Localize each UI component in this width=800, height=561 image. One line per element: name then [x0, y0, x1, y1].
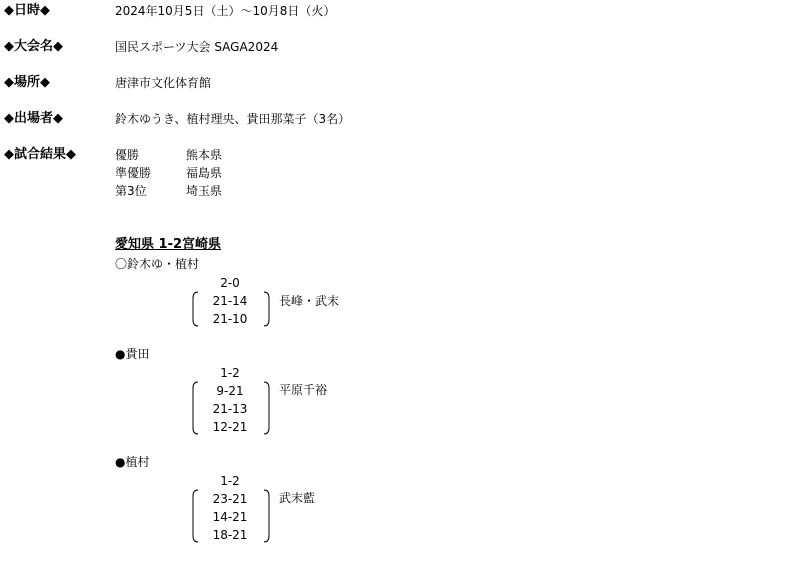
- game-2-total: 1-2: [220, 366, 240, 380]
- game-1-set-1: 21-14: [212, 294, 248, 308]
- game-2-set-2: 21-13: [212, 402, 248, 416]
- game-3-bracket: [190, 488, 274, 546]
- game-3-set-3: 18-21: [212, 528, 248, 542]
- venue-label: ◆場所◆: [4, 75, 50, 90]
- results-label: ◆試合結果◆: [4, 147, 76, 162]
- result-team-2: 福島県: [186, 166, 223, 180]
- result-team-3: 埼玉県: [186, 184, 223, 198]
- game-1-bracket: [190, 290, 274, 330]
- result-rank-2: 準優勝: [115, 166, 152, 180]
- game-2-set-1: 9-21: [216, 384, 244, 398]
- game-1-total: 2-0: [220, 276, 240, 290]
- game-3-total: 1-2: [220, 474, 240, 488]
- venue-value: 唐津市文化体育館: [115, 76, 212, 90]
- match-title: 愛知県 1-2宮崎県: [115, 237, 222, 252]
- game-2-player: ●貴田: [115, 347, 150, 361]
- participants-label: ◆出場者◆: [4, 111, 63, 126]
- result-team-1: 熊本県: [186, 148, 223, 162]
- game-1-set-2: 21-10: [212, 312, 248, 326]
- date-label: ◆日時◆: [4, 3, 50, 18]
- participants-value: 鈴木ゆうき、植村理央、貴田那菜子（3名）: [115, 112, 351, 126]
- event-name-label: ◆大会名◆: [4, 39, 63, 54]
- game-1-player: 〇鈴木ゆ・植村: [115, 257, 200, 271]
- game-2-bracket: [190, 380, 274, 438]
- result-rank-1: 優勝: [115, 148, 140, 162]
- date-value: 2024年10月5日（土）～10月8日（火）: [115, 4, 336, 18]
- game-3-set-2: 14-21: [212, 510, 248, 524]
- event-name-value: 国民スポーツ大会 SAGA2024: [115, 40, 279, 54]
- game-3-opponent: 武末藍: [279, 491, 316, 505]
- game-3-player: ●植村: [115, 455, 150, 469]
- game-3-set-1: 23-21: [212, 492, 248, 506]
- result-rank-3: 第3位: [115, 184, 147, 198]
- game-2-opponent: 平原千裕: [279, 383, 328, 397]
- game-1-opponent: 長峰・武末: [279, 294, 340, 308]
- game-2-set-3: 12-21: [212, 420, 248, 434]
